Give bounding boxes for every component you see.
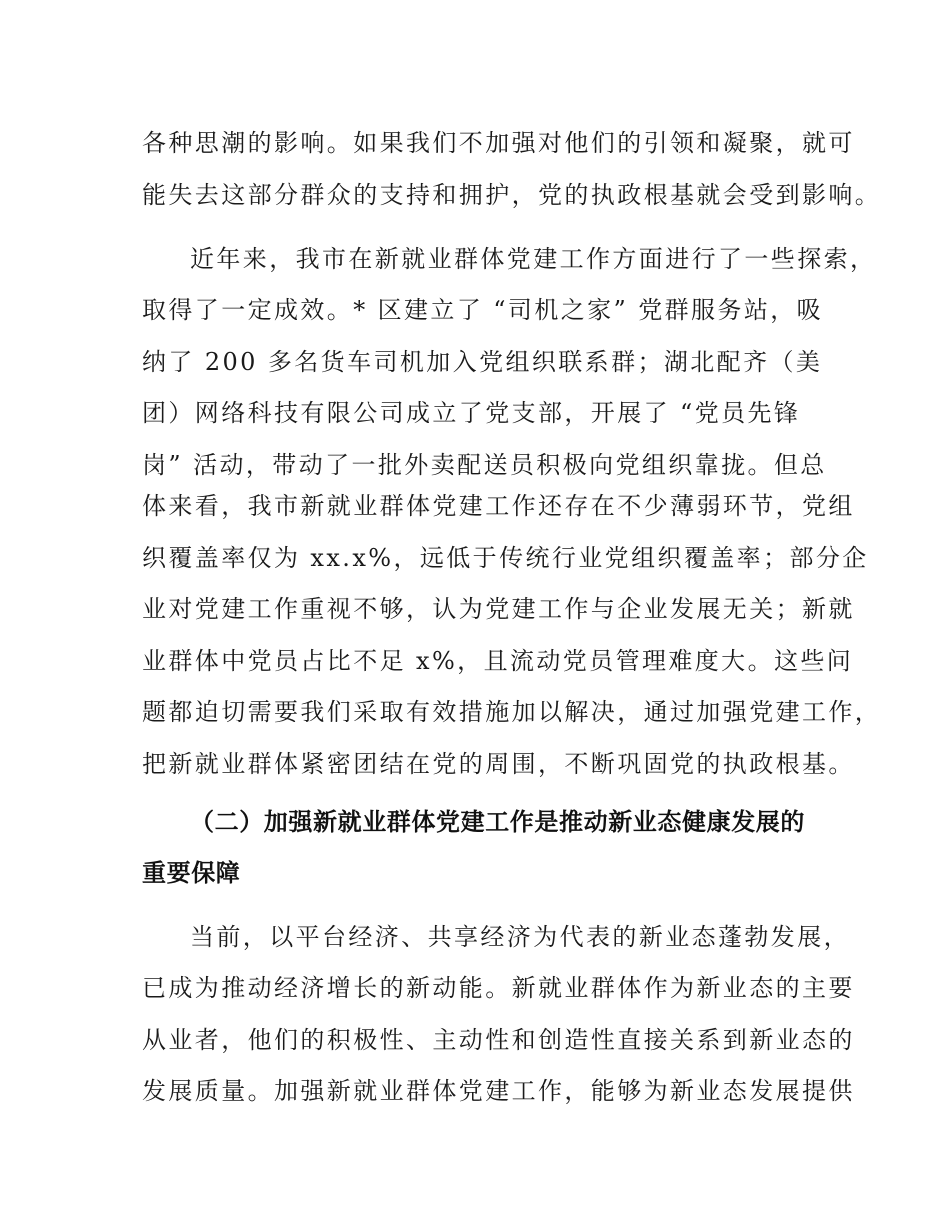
text-line: 从业者，他们的积极性、主动性和创造性直接关系到新业态的 xyxy=(142,1026,855,1054)
section-heading: （二）加强新就业群体党建工作是推动新业态健康发展的 xyxy=(190,808,805,836)
section-heading-continuation: 重要保障 xyxy=(142,859,241,887)
text-line: 把新就业群体紧密团结在党的周围，不断巩固党的执政根基。 xyxy=(142,750,855,778)
text-line: 业群体中党员占比不足 x%，且流动党员管理难度大。这些问 xyxy=(142,647,854,675)
text-line: 题都迫切需要我们采取有效措施加以解决，通过加强党建工作， xyxy=(142,698,882,726)
text-line: 已成为推动经济增长的新动能。新就业群体作为新业态的主要 xyxy=(142,974,855,1002)
paragraph-first-line: 当前，以平台经济、共享经济为代表的新业态蓬勃发展， xyxy=(190,923,850,951)
text-line: 纳了 200 多名货车司机加入党组织联系群；湖北配齐（美 xyxy=(142,348,823,376)
paragraph-first-line: 近年来，我市在新就业群体党建工作方面进行了一些探索， xyxy=(190,245,877,273)
text-line: 取得了一定成效。* 区建立了 “司机之家” 党群服务站，吸 xyxy=(142,296,824,324)
text-line: 能失去这部分群众的支持和拥护，党的执政根基就会受到影响。 xyxy=(142,181,882,209)
text-line: 体来看，我市新就业群体党建工作还存在不少薄弱环节，党组 xyxy=(142,492,855,520)
text-line: 团）网络科技有限公司成立了党支部，开展了 “党员先锋 xyxy=(142,399,801,427)
text-line: 发展质量。加强新就业群体党建工作，能够为新业态发展提供 xyxy=(142,1077,855,1105)
text-line: 各种思潮的影响。如果我们不加强对他们的引领和凝聚，就可 xyxy=(142,129,855,157)
text-line: 织覆盖率仅为 xx.x%，远低于传统行业党组织覆盖率；部分企 xyxy=(142,544,869,572)
text-line: 岗” 活动，带动了一批外卖配送员积极向党组织靠拢。但总 xyxy=(142,451,827,479)
text-line: 业对党建工作重视不够，认为党建工作与企业发展无关；新就 xyxy=(142,595,855,623)
